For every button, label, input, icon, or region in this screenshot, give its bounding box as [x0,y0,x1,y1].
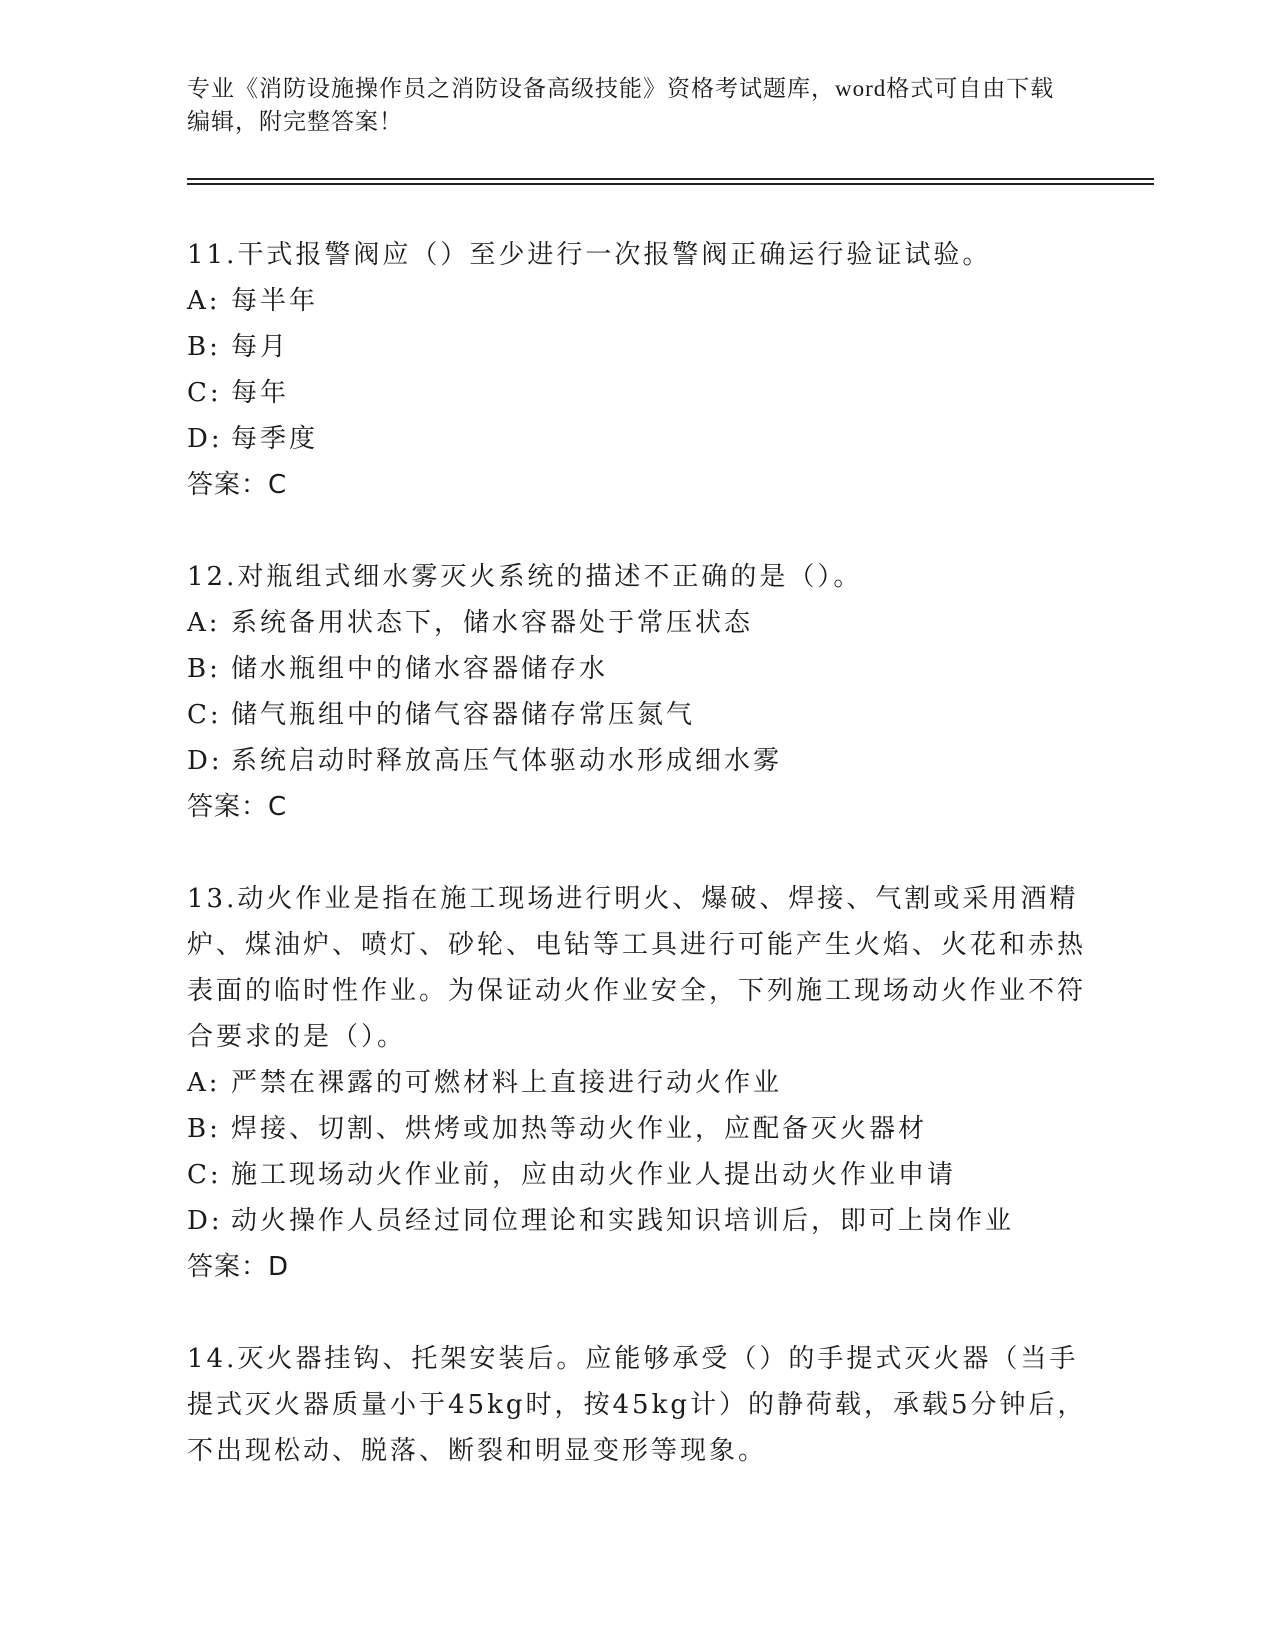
answer-line: 答案：C [187,470,288,500]
option-key: C: [187,700,222,730]
option-key: A: [187,286,221,316]
option-a [187,1060,1087,1106]
option-c [187,692,1087,738]
option-text: 每月 [231,332,290,362]
question-stem: 11.干式报警阀应（）至少进行一次报警阀正确运行验证试验。 [187,240,992,270]
option-b [187,324,1087,370]
option-text: 施工现场动火作业前，应由动火作业人提出动火作业申请 [231,1160,957,1190]
option-text: 每季度 [231,424,319,454]
document-header: 专业《消防设施操作员之消防设备高级技能》资格考试题库，word格式可自由下载编辑，附完整答案！ [187,76,1055,134]
option-text: 系统启动时释放高压气体驱动水形成细水雾 [231,746,783,776]
option-text: 系统备用状态下，储水容器处于常压状态 [231,608,754,638]
option-key: D: [187,1206,223,1236]
option-key: C: [187,1160,222,1190]
question-stem: 12.对瓶组式细水雾灭火系统的描述不正确的是（）。 [187,562,863,592]
option-key: A: [187,1068,221,1098]
question-12 [187,554,1087,830]
option-key: A: [187,608,221,638]
question-14 [187,1336,1087,1474]
question-stem: 14.灭火器挂钩、托架安装后。应能够承受（）的手提式灭火器（当手提式灭火器质量小于45kg时，按45kg计）的静荷载，承载5分钟后，不出现松动、脱落、断裂和明显变形等现象。 [187,1344,1087,1466]
option-a [187,600,1087,646]
option-key: D: [187,746,223,776]
answer-line: 答案：C [187,792,288,822]
option-b [187,1106,1087,1152]
option-a [187,278,1087,324]
question-11 [187,232,1087,508]
option-d [187,416,1087,462]
answer-line: 答案：D [187,1252,290,1282]
header-divider-top [187,178,1154,180]
option-key: D: [187,424,223,454]
option-d [187,738,1087,784]
option-key: B: [187,1114,221,1144]
option-text: 每半年 [231,286,319,316]
option-key: B: [187,332,221,362]
option-text: 储气瓶组中的储气容器储存常压氮气 [231,700,696,730]
option-text: 严禁在裸露的可燃材料上直接进行动火作业 [231,1068,783,1098]
option-d [187,1198,1087,1244]
question-13 [187,876,1087,1290]
question-list [187,232,1087,1520]
option-c [187,1152,1087,1198]
option-text: 储水瓶组中的储水容器储存水 [231,654,609,684]
option-text: 每年 [231,378,290,408]
option-key: C: [187,378,222,408]
question-stem: 13.动火作业是指在施工现场进行明火、爆破、焊接、气割或采用酒精炉、煤油炉、喷灯、砂轮、电钻等工具进行可能产生火焰、火花和赤热表面的临时性作业。为保证动火作业安全，下列施工现场动火作业不符合要求的是（）。 [187,884,1087,1052]
option-b [187,646,1087,692]
option-text: 焊接、切割、烘烤或加热等动火作业，应配备灭火器材 [231,1114,928,1144]
option-c [187,370,1087,416]
header-divider-bottom [187,183,1154,185]
option-key: B: [187,654,221,684]
option-text: 动火操作人员经过同位理论和实践知识培训后，即可上岗作业 [231,1206,1015,1236]
